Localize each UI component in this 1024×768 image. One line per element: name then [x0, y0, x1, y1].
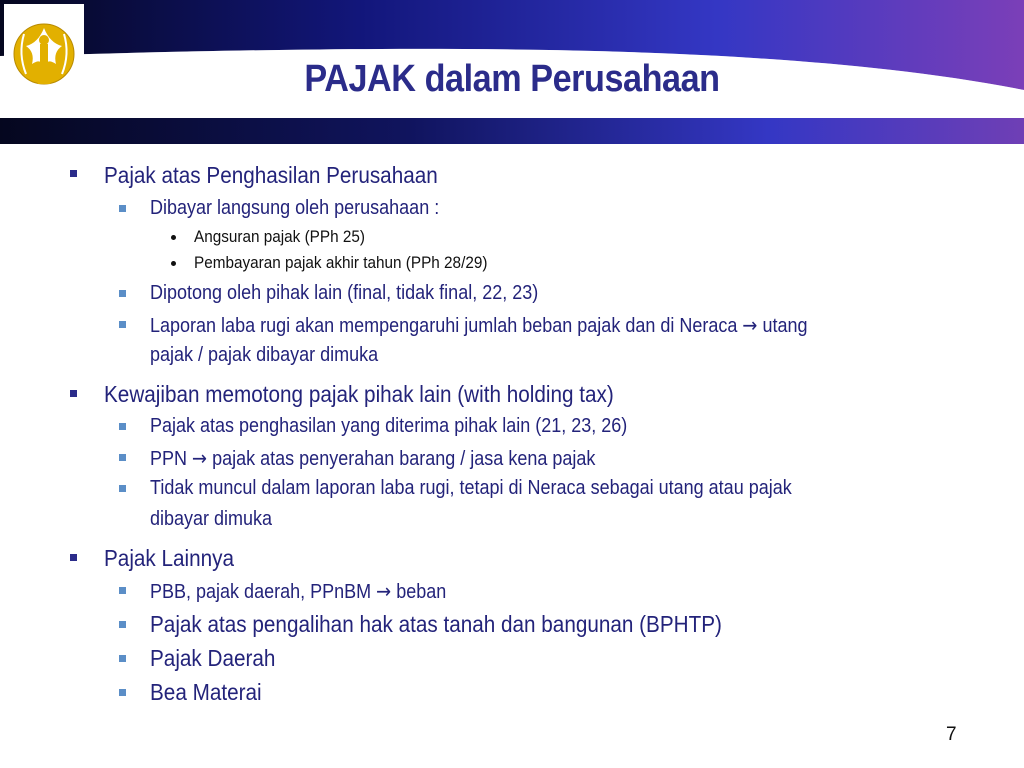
page-number: 7 [946, 724, 957, 745]
right-arrow-icon: → [742, 313, 758, 337]
list-item: Pajak atas pengalihan hak atas tanah dan bangunan (BPHTP) [150, 611, 722, 637]
bullet-square-icon [70, 170, 77, 177]
bullet-square-icon [119, 621, 126, 628]
bullet-square-icon [119, 689, 126, 696]
list-item [150, 313, 808, 338]
bullet-square-icon [119, 587, 126, 594]
bullet-square-icon [70, 554, 77, 561]
list-item-text: PPN [150, 448, 188, 470]
list-subitem: Angsuran pajak (PPh 25) [194, 227, 365, 246]
bullet-square-icon [70, 390, 77, 397]
bullet-square-icon [119, 205, 126, 212]
list-item-continuation: pajak / pajak dibayar dimuka [150, 344, 379, 366]
list-item: Bea Materai [150, 679, 262, 705]
section-heading: Pajak atas Penghasilan Perusahaan [104, 162, 438, 188]
list-item: Pajak Daerah [150, 645, 276, 671]
list-item-text: PBB, pajak daerah, PPnBM [150, 581, 372, 603]
bullet-square-icon [119, 485, 126, 492]
bullet-dot-icon [171, 235, 176, 240]
bullet-square-icon [119, 321, 126, 328]
list-item-text: Laporan laba rugi akan mempengaruhi jumlah beban pajak dan di Neraca [150, 315, 738, 337]
bullet-square-icon [119, 290, 126, 297]
list-item-continuation: dibayar dimuka [150, 508, 273, 530]
list-item [150, 579, 446, 604]
section-heading: Kewajiban memotong pajak pihak lain (with holding tax) [104, 381, 614, 407]
bullet-square-icon [119, 423, 126, 430]
bullet-square-icon [119, 655, 126, 662]
bullet-dot-icon [171, 261, 176, 266]
right-arrow-icon: → [192, 446, 208, 470]
list-item: Dibayar langsung oleh perusahaan : [150, 197, 440, 219]
list-subitem: Pembayaran pajak akhir tahun (PPh 28/29) [194, 253, 488, 272]
list-item: Pajak atas penghasilan yang diterima pihak lain (21, 23, 26) [150, 415, 628, 437]
section-heading: Pajak Lainnya [104, 545, 235, 571]
list-item [150, 446, 595, 471]
list-item-text: beban [396, 581, 447, 603]
right-arrow-icon: → [376, 579, 392, 603]
list-item-text: pajak atas penyerahan barang / jasa kena pajak [212, 448, 596, 470]
slide-title: PAJAK dalam Perusahaan [304, 58, 720, 100]
list-item-text: utang [762, 315, 808, 337]
bullet-square-icon [119, 454, 126, 461]
list-item: Tidak muncul dalam laporan laba rugi, tetapi di Neraca sebagai utang atau pajak [150, 477, 792, 499]
list-item: Dipotong oleh pihak lain (final, tidak final, 22, 23) [150, 282, 539, 304]
